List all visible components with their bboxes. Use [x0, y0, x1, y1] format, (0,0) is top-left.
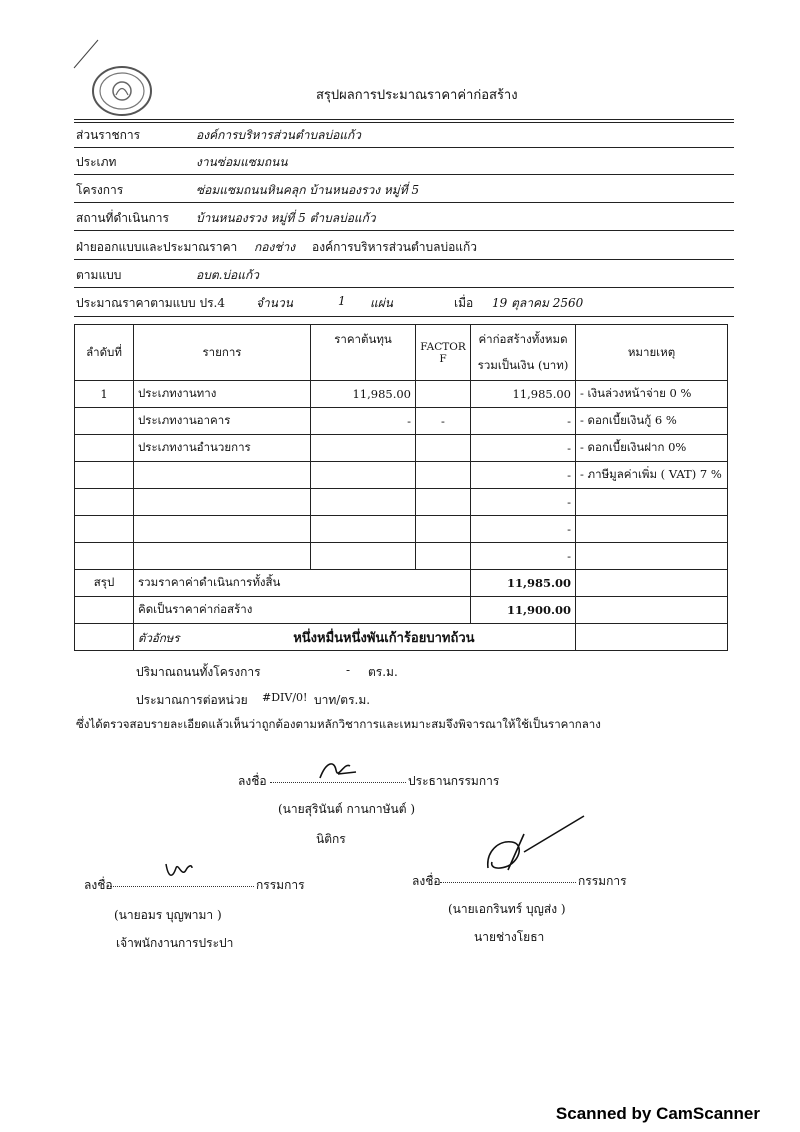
header-factor: FACTOR F	[416, 325, 471, 381]
volume-label: ปริมาณถนนทั้งโครงการ	[136, 665, 261, 679]
right-name: (นายเอกรินทร์ บุญส่ง )	[448, 902, 566, 916]
right-signature	[468, 812, 588, 878]
cell-no: 1	[75, 381, 134, 408]
agency-value: องค์การบริหารส่วนตำบลบ่อแก้ว	[196, 128, 362, 142]
estimate-table	[74, 324, 728, 651]
cell-factor	[416, 516, 471, 543]
sum-total-label: รวมราคาค่าดำเนินการทั้งสิ้น	[134, 570, 471, 597]
cell-no	[75, 543, 134, 570]
cell-no	[75, 489, 134, 516]
left-signature	[162, 858, 196, 888]
unit-price-label: ประมาณการต่อหน่วย	[136, 693, 248, 707]
header-cost: ราคาต้นทุน	[311, 325, 416, 381]
cell-factor	[416, 462, 471, 489]
estimate-label: ประมาณราคาตามแบบ ปร.4	[76, 296, 225, 310]
header-total	[471, 325, 576, 381]
table-row	[75, 408, 728, 435]
cell-total: -	[471, 489, 576, 516]
header-remark: หมายเหตุ	[576, 325, 728, 381]
type-value: งานซ่อมแซมถนน	[196, 155, 288, 169]
cell-remark	[576, 543, 728, 570]
cell-factor: -	[416, 408, 471, 435]
cell-cost: -	[311, 408, 416, 435]
right-sign-label: ลงชื่อ	[412, 874, 441, 888]
volume-value: -	[346, 663, 351, 677]
cell-remark	[576, 516, 728, 543]
header-total-line1: ค่าก่อสร้างทั้งหมด	[478, 331, 568, 346]
cell-item	[134, 489, 311, 516]
chair-name: (นายสุรินันต์ กานกาษันต์ )	[278, 802, 416, 816]
cell-total: -	[471, 435, 576, 462]
type-label: ประเภท	[76, 155, 117, 169]
sum-round-value: 11,900.00	[471, 597, 576, 624]
right-sign-line	[440, 882, 576, 883]
cell-remark	[576, 489, 728, 516]
summary-row	[75, 570, 728, 597]
cell-remark: - ภาษีมูลค่าเพิ่ม ( VAT) 7 %	[576, 462, 728, 489]
cell-item	[134, 543, 311, 570]
cell-factor	[416, 435, 471, 462]
cell-item	[134, 462, 311, 489]
table-row	[75, 462, 728, 489]
design-org: องค์การบริหารส่วนตำบลบ่อแก้ว	[312, 240, 478, 254]
cell-no	[75, 435, 134, 462]
cell-cost: 11,985.00	[311, 381, 416, 408]
cell-cost	[311, 516, 416, 543]
location-label: สถานที่ดำเนินการ	[76, 211, 169, 225]
sum-round-label: คิดเป็นราคาค่าก่อสร้าง	[134, 597, 471, 624]
date-label: เมื่อ	[454, 296, 474, 310]
agency-label: ส่วนราชการ	[76, 128, 141, 142]
cell-total: -	[471, 408, 576, 435]
cell-no	[75, 516, 134, 543]
sheet-label: แผ่น	[370, 296, 393, 310]
left-title: เจ้าพนักงานการประปา	[116, 936, 234, 950]
header-item: รายการ	[134, 325, 311, 381]
cell-factor	[416, 543, 471, 570]
table-row	[75, 543, 728, 570]
cell-item: ประเภทงานทาง	[134, 381, 311, 408]
cell-total: 11,985.00	[471, 381, 576, 408]
table-row	[75, 435, 728, 462]
right-role: กรรมการ	[578, 874, 627, 888]
cell-no	[75, 462, 134, 489]
table-row	[75, 489, 728, 516]
cell-remark: - เงินล่วงหน้าจ่าย 0 %	[576, 381, 728, 408]
words-cell	[134, 624, 576, 651]
summary-label: สรุป	[75, 570, 134, 597]
cell-item	[134, 516, 311, 543]
cell-cost	[311, 435, 416, 462]
chair-signature	[316, 756, 360, 786]
cell-remark: - ดอกเบี้ยเงินกู้ 6 %	[576, 408, 728, 435]
table-row	[75, 381, 728, 408]
cell-total: -	[471, 516, 576, 543]
chair-title: นิติกร	[316, 832, 346, 846]
count-label: จำนวน	[256, 296, 293, 310]
pen-mark-icon	[72, 38, 102, 70]
cell-item: ประเภทงานอำนวยการ	[134, 435, 311, 462]
left-role: กรรมการ	[256, 878, 305, 892]
summary-row	[75, 597, 728, 624]
form-label: ตามแบบ	[76, 268, 122, 282]
cell-factor	[416, 489, 471, 516]
header-no: ลำดับที่	[75, 325, 134, 381]
cell-factor	[416, 381, 471, 408]
chair-role: ประธานกรรมการ	[408, 774, 500, 788]
words-row	[75, 624, 728, 651]
cell-item: ประเภทงานอาคาร	[134, 408, 311, 435]
words-label: ตัวอักษร	[138, 630, 180, 645]
design-label: ฝ่ายออกแบบและประมาณราคา	[76, 240, 238, 254]
count-value: 1	[338, 294, 346, 308]
header-total-line2: รวมเป็นเงิน (บาท)	[477, 357, 569, 372]
cell-cost	[311, 489, 416, 516]
cell-cost	[311, 543, 416, 570]
project-value: ซ่อมแซมถนนหินคลุก บ้านหนองรวง หมู่ที่ 5	[196, 183, 420, 197]
form-value: อบต.บ่อแก้ว	[196, 268, 259, 282]
left-sign-label: ลงชื่อ	[84, 878, 113, 892]
cell-total: -	[471, 462, 576, 489]
cell-remark: - ดอกเบี้ยเงินฝาก 0%	[576, 435, 728, 462]
table-row	[75, 516, 728, 543]
design-dept: กองช่าง	[254, 240, 296, 254]
unit-price-unit: บาท/ตร.ม.	[314, 693, 371, 707]
location-value: บ้านหนองรวง หมู่ที่ 5 ตำบลบ่อแก้ว	[196, 211, 376, 225]
page-title: สรุปผลการประมาณราคาค่าก่อสร้าง	[316, 88, 518, 103]
volume-unit: ตร.ม.	[368, 665, 398, 679]
unit-price-value: #DIV/0!	[262, 691, 308, 704]
cell-cost	[311, 462, 416, 489]
cell-total: -	[471, 543, 576, 570]
cell-no	[75, 408, 134, 435]
seal-logo	[90, 64, 154, 118]
sum-total-value: 11,985.00	[471, 570, 576, 597]
words-value: หนึ่งหมื่นหนึ่งพันเก้าร้อยบาทถ้วน	[293, 630, 475, 646]
project-label: โครงการ	[76, 183, 124, 197]
date-value: 19 ตุลาคม 2560	[492, 296, 584, 310]
right-title: นายช่างโยธา	[474, 930, 545, 944]
left-name: (นายอมร บุญพามา )	[114, 908, 222, 922]
scanner-watermark: Scanned by CamScanner	[555, 1104, 760, 1123]
chair-sign-label: ลงชื่อ	[238, 774, 267, 788]
certify-text: ซึ่งได้ตรวจสอบรายละเอียดแล้วเห็นว่าถูกต้องตามหลักวิชาการและเหมาะสมจึงพิจารณาให้ใช้เป็นราคากลาง	[76, 717, 601, 731]
